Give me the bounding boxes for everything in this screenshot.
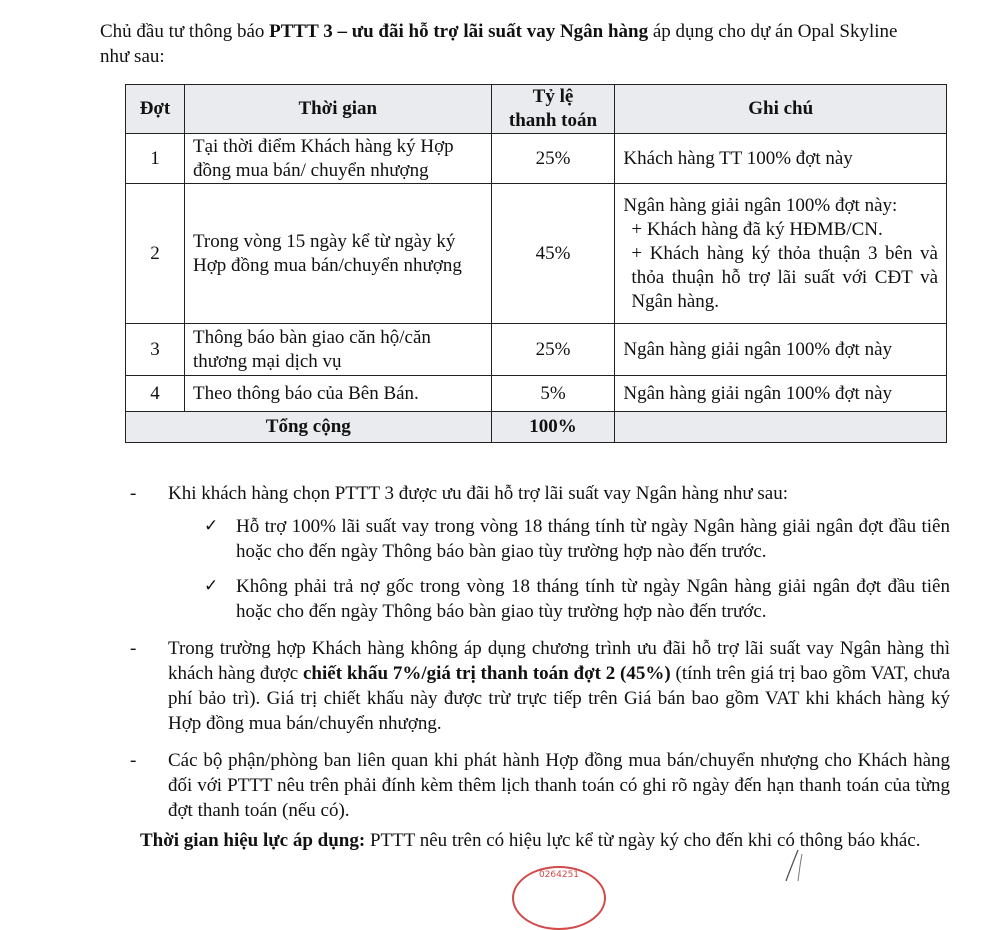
table-row	[126, 134, 947, 184]
header-dot: Đợt	[126, 85, 185, 134]
dash-marker: -	[130, 483, 137, 504]
bullet-list	[130, 481, 950, 835]
total-value: 100%	[491, 412, 615, 443]
row-time: Tại thời điểm Khách hàng ký Hợp đồng mua bán/ chuyển nhượng	[184, 134, 491, 184]
row-rate: 45%	[491, 184, 615, 324]
header-thoi-gian: Thời gian	[184, 85, 491, 134]
red-stamp	[512, 866, 606, 930]
payment-schedule-table	[125, 84, 947, 443]
total-label: Tổng cộng	[126, 412, 492, 443]
dash-marker: -	[130, 750, 137, 771]
signature-mark	[780, 848, 820, 882]
row-rate: 5%	[491, 376, 615, 412]
table-row	[126, 184, 947, 324]
table-row	[126, 324, 947, 376]
intro-bold: PTTT 3 – ưu đãi hỗ trợ lãi suất vay Ngân hàng	[269, 21, 649, 42]
check-icon: ✓	[204, 576, 219, 596]
row-note: Khách hàng TT 100% đợt này	[615, 134, 947, 184]
header-ghi-chu: Ghi chú	[615, 85, 947, 134]
table-total-row	[126, 412, 947, 443]
row-note: Ngân hàng giải ngân 100% đợt này	[615, 376, 947, 412]
bullet-item: - Các bộ phận/phòng ban liên quan khi phát hành Hợp đồng mua bán/chuyển nhượng cho Khách hàng đối với PTTT nêu trên phải đính kèm thêm lịch thanh toán có ghi rõ ngày đến hạn thanh toán của từng đợt thanh toán (nếu có).	[130, 750, 950, 821]
bullet-item: - Khi khách hàng chọn PTTT 3 được ưu đãi hỗ trợ lãi suất vay Ngân hàng như sau: ✓ Hỗ trợ 100% lãi suất vay trong vòng 18 tháng tính từ ngày Ngân hàng giải ngân đợt đầu tiên hoặc cho đến ngày Thông báo bàn giao tùy trường hợp nào đến trước. ✓ Không phải trả nợ gốc trong vòng 18 tháng tính từ ngày Ngân hàng giải ngân đợt đầu tiên hoặc cho đến ngày Thông báo bàn giao tùy trường hợp nào đến trước.	[130, 483, 950, 622]
intro-prefix: Chủ đầu tư thông báo	[100, 21, 270, 42]
row-note: Ngân hàng giải ngân 100% đợt này: + Khách hàng đã ký HĐMB/CN. + Khách hàng ký thỏa thuận 3 bên và thỏa thuận hỗ trợ lãi suất với CĐT và Ngân hàng.	[615, 184, 947, 324]
validity-paragraph	[140, 828, 940, 853]
row-dot: 3	[126, 324, 185, 376]
table-row	[126, 376, 947, 412]
validity-label: Thời gian hiệu lực áp dụng:	[140, 830, 366, 851]
stamp-text: 0264251	[538, 870, 580, 880]
intro-suffix: áp dụng cho dự án Opal Skyline như sau:	[100, 21, 898, 67]
check-icon: ✓	[204, 516, 219, 536]
validity-text: PTTT nêu trên có hiệu lực kể từ ngày ký cho đến khi có thông báo khác.	[365, 830, 921, 851]
sub-item: ✓ Không phải trả nợ gốc trong vòng 18 tháng tính từ ngày Ngân hàng giải ngân đợt đầu tiên hoặc cho đến ngày Thông báo bàn giao tùy trường hợp nào đến trước.	[204, 576, 950, 622]
row-time: Theo thông báo của Bên Bán.	[184, 376, 491, 412]
row-rate: 25%	[491, 134, 615, 184]
table-header-row	[126, 85, 947, 134]
row-rate: 25%	[491, 324, 615, 376]
row-dot: 4	[126, 376, 185, 412]
row-note: Ngân hàng giải ngân 100% đợt này	[615, 324, 947, 376]
row-dot: 1	[126, 134, 185, 184]
sub-item: ✓ Hỗ trợ 100% lãi suất vay trong vòng 18 tháng tính từ ngày Ngân hàng giải ngân đợt đầu tiên hoặc cho đến ngày Thông báo bàn giao tùy trường hợp nào đến trước.	[204, 516, 950, 562]
intro-paragraph	[100, 19, 930, 69]
header-ty-le: Tỷ lệ thanh toán	[491, 85, 615, 134]
total-note-empty	[615, 412, 947, 443]
row-dot: 2	[126, 184, 185, 324]
bullet-item: - Trong trường hợp Khách hàng không áp dụng chương trình ưu đãi hỗ trợ lãi suất vay Ngân hàng thì khách hàng được chiết khấu 7%/giá trị thanh toán đợt 2 (45%) (tính trên giá trị bao gồm VAT, chưa phí bảo trì). Giá trị chiết khấu này được trừ trực tiếp trên Giá bán bao gồm VAT khi khách hàng ký Hợp đồng mua bán/chuyển nhượng.	[130, 638, 951, 734]
row-time: Thông báo bàn giao căn hộ/căn thương mại dịch vụ	[184, 324, 491, 376]
row-time: Trong vòng 15 ngày kể từ ngày ký Hợp đồng mua bán/chuyển nhượng	[184, 184, 491, 324]
dash-marker: -	[130, 638, 137, 659]
